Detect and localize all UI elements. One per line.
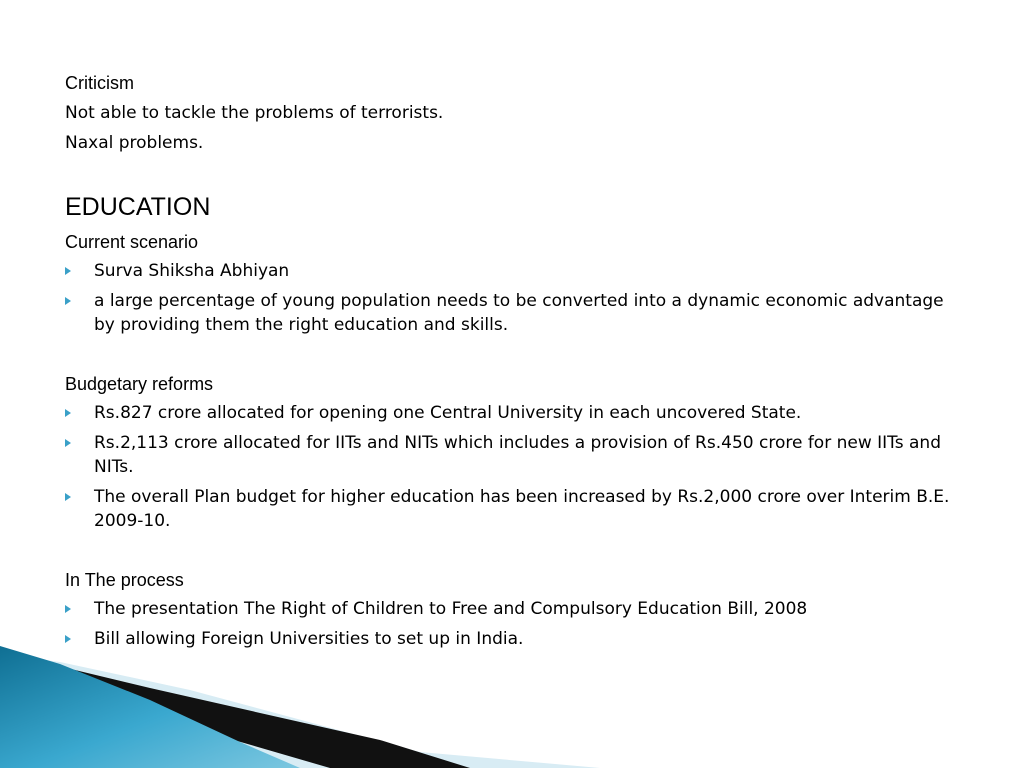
current-scenario-heading: Current scenario [65,232,199,252]
bullet-text: Rs.827 crore allocated for opening one Central University in each uncovered State. [94,403,802,423]
bullet-text: Rs.2,113 crore allocated for IITs and NITs which includes a provision of Rs.450 crore for new IITs and NITs. [94,433,941,477]
bullet-text: Surva Shiksha Abhiyan [94,261,290,281]
blue-swoosh-band [0,646,300,768]
education-title: EDUCATION [65,193,211,221]
bullet-text: a large percentage of young population needs to be converted into a dynamic economic advantage by providing them the right education and skills. [94,291,944,335]
criticism-heading: Criticism [65,73,134,93]
budgetary-reforms-heading: Budgetary reforms [65,374,214,394]
in-the-process-heading: In The process [65,570,184,590]
criticism-line-1: Not able to tackle the problems of terrorists. [65,103,444,123]
criticism-line-2: Naxal problems. [65,133,204,153]
bullet-text: The presentation The Right of Children to Free and Compulsory Education Bill, 2008 [94,599,808,619]
bullet-text: Bill allowing Foreign Universities to set up in India. [94,629,524,649]
bullet-text: The overall Plan budget for higher education has been increased by Rs.2,000 crore over Interim B.E. 2009-10. [94,487,950,531]
